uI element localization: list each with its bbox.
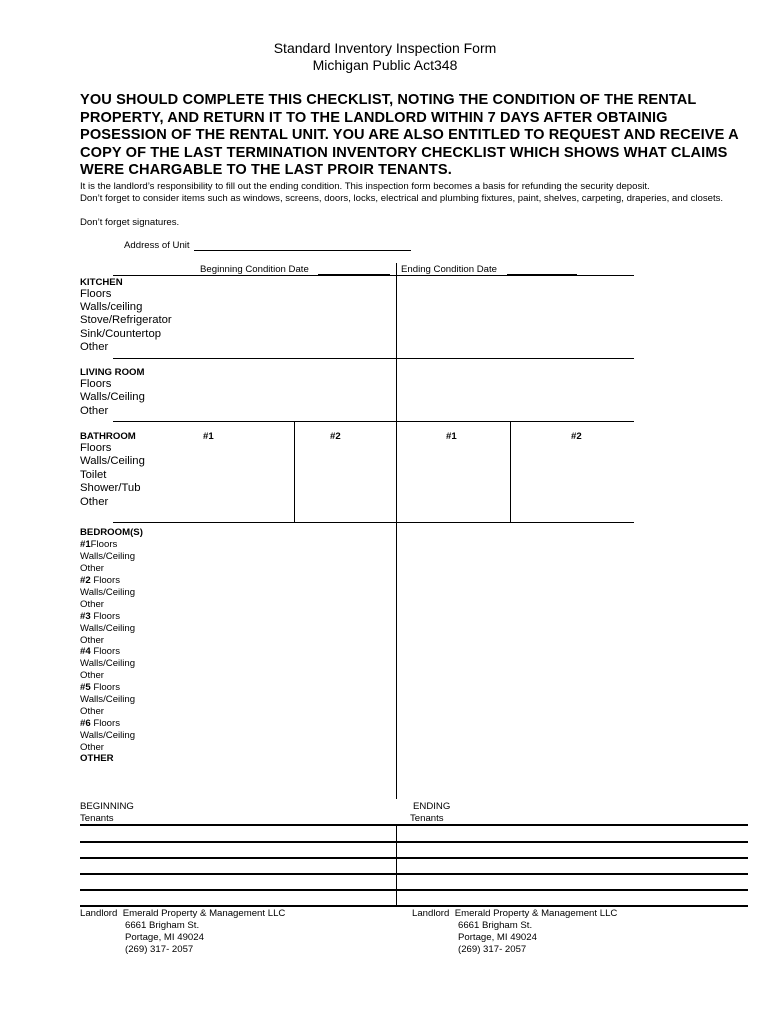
bedroom-number: #6 xyxy=(80,718,91,729)
living-room-heading: LIVING ROOM xyxy=(80,367,145,378)
header-rule xyxy=(113,275,634,276)
bathroom-item: Toilet xyxy=(80,469,107,481)
landlord-city: Portage, MI 49024 xyxy=(458,932,537,943)
bedroom-floors-label: Floors xyxy=(90,539,118,550)
landlord-street: 6661 Brigham St. xyxy=(125,920,200,931)
bedroom-number: #4 xyxy=(80,646,91,657)
bedroom-2-walls: Walls/Ceiling xyxy=(80,587,136,598)
signature-line[interactable] xyxy=(80,857,748,859)
bedroom-2-other: Other xyxy=(80,599,104,610)
form-title: Standard Inventory Inspection Form xyxy=(273,40,497,56)
landlord-name: Emerald Property & Management LLC xyxy=(454,908,618,919)
living-room-item: Other xyxy=(80,405,109,417)
bedroom-number: #1 xyxy=(80,539,91,550)
bathroom-divider-right xyxy=(510,421,511,523)
landlord-phone: (269) 317- 2057 xyxy=(458,944,527,955)
warning-paragraph: YOU SHOULD COMPLETE THIS CHECKLIST, NOTING THE CONDITION OF THE RENTAL PROPERTY, AND RETURN IT TO THE LANDLORD WITHIN 7 DAYS AFTER OBTAINIG POSESSION OF THE RENTAL UNIT. YOU ARE ALSO ENTITLED TO REQUEST AND RECEIVE A COPY OF THE LAST TERMINATION INVENTORY CHECKLIST WHICH SHOWS WHAT CLAIMS WERE CHARGABLE TO THE LAST PROIR TENANTS. xyxy=(80,92,739,179)
address-field[interactable] xyxy=(194,250,411,251)
living-room-rule xyxy=(113,421,634,422)
bedroom-floors-label: Floors xyxy=(90,575,120,586)
signature-divider xyxy=(396,824,397,906)
ending-tenants-label: Tenants xyxy=(410,813,444,824)
bedroom-4-floors xyxy=(80,646,120,657)
note-signatures: Don’t forget signatures. xyxy=(80,217,180,228)
note-landlord-responsibility: It is the landlord’s responsibility to fill out the ending condition. This inspection form becomes a basis for refunding the security deposit. xyxy=(80,181,650,192)
bedroom-number: #5 xyxy=(80,682,91,693)
living-room-item: Walls/Ceiling xyxy=(80,391,145,403)
bedroom-floors-label: Floors xyxy=(90,646,120,657)
bedroom-4-walls: Walls/Ceiling xyxy=(80,658,136,669)
signature-line[interactable] xyxy=(80,905,748,907)
bathroom-ending-col1: #1 xyxy=(446,431,457,442)
bathroom-divider-left xyxy=(294,421,295,523)
bathroom-beginning-col1: #1 xyxy=(203,431,214,442)
bedroom-floors-label: Floors xyxy=(90,718,120,729)
kitchen-item: Stove/Refrigerator xyxy=(80,314,172,326)
ending-label: ENDING xyxy=(413,801,451,812)
bedroom-6-walls: Walls/Ceiling xyxy=(80,730,136,741)
bedroom-3-floors xyxy=(80,611,120,622)
bathroom-item: Shower/Tub xyxy=(80,482,141,494)
beginning-tenants-label: Tenants xyxy=(80,813,114,824)
landlord-city: Portage, MI 49024 xyxy=(125,932,204,943)
bedroom-number: #2 xyxy=(80,575,91,586)
kitchen-item: Walls/ceiling xyxy=(80,301,143,313)
bedroom-1-walls: Walls/Ceiling xyxy=(80,551,136,562)
bathroom-item: Other xyxy=(80,496,109,508)
bedroom-1-floors xyxy=(80,539,117,550)
landlord-label: Landlord xyxy=(412,908,450,919)
kitchen-item: Other xyxy=(80,341,109,353)
kitchen-item: Floors xyxy=(80,288,112,300)
bedroom-floors-label: Floors xyxy=(90,611,120,622)
kitchen-item: Sink/Countertop xyxy=(80,328,162,340)
bedroom-2-floors xyxy=(80,575,120,586)
landlord-label: Landlord xyxy=(80,908,118,919)
bathroom-ending-col2: #2 xyxy=(571,431,582,442)
bathroom-item: Walls/Ceiling xyxy=(80,455,145,467)
beginning-date-label: Beginning Condition Date xyxy=(200,264,309,275)
bathroom-item: Floors xyxy=(80,442,112,454)
signature-line[interactable] xyxy=(80,889,748,891)
bedroom-5-walls: Walls/Ceiling xyxy=(80,694,136,705)
landlord-street: 6661 Brigham St. xyxy=(458,920,533,931)
signature-line[interactable] xyxy=(80,824,748,826)
landlord-block-ending xyxy=(412,908,617,919)
column-divider xyxy=(396,263,397,799)
bedroom-4-other: Other xyxy=(80,670,104,681)
bedroom-3-walls: Walls/Ceiling xyxy=(80,623,136,634)
bedroom-6-floors xyxy=(80,718,120,729)
landlord-name: Emerald Property & Management LLC xyxy=(122,908,286,919)
form-subtitle: Michigan Public Act348 xyxy=(312,57,458,73)
kitchen-heading: KITCHEN xyxy=(80,277,123,288)
other-heading: OTHER xyxy=(80,753,114,764)
bathroom-rule xyxy=(113,522,634,523)
bedroom-number: #3 xyxy=(80,611,91,622)
landlord-phone: (269) 317- 2057 xyxy=(125,944,194,955)
bedroom-1-other: Other xyxy=(80,563,104,574)
note-consider-items: Don’t forget to consider items such as windows, screens, doors, locks, electrical and plumbing fixtures, paint, shelves, carpeting, draperies, and closets. xyxy=(80,193,724,204)
signature-line[interactable] xyxy=(80,841,748,843)
bathroom-beginning-col2: #2 xyxy=(330,431,341,442)
signature-line[interactable] xyxy=(80,873,748,875)
living-room-item: Floors xyxy=(80,378,112,390)
ending-date-label: Ending Condition Date xyxy=(401,264,498,275)
bedrooms-heading: BEDROOM(S) xyxy=(80,527,143,538)
kitchen-rule xyxy=(113,358,634,359)
address-label: Address of Unit xyxy=(124,240,190,251)
bedroom-5-other: Other xyxy=(80,706,104,717)
bathroom-heading: BATHROOM xyxy=(80,431,136,442)
bedroom-3-other: Other xyxy=(80,635,104,646)
bedroom-5-floors xyxy=(80,682,120,693)
landlord-block-beginning xyxy=(80,908,285,919)
bedroom-floors-label: Floors xyxy=(90,682,120,693)
beginning-label: BEGINNING xyxy=(80,801,134,812)
bedroom-6-other: Other xyxy=(80,742,104,753)
